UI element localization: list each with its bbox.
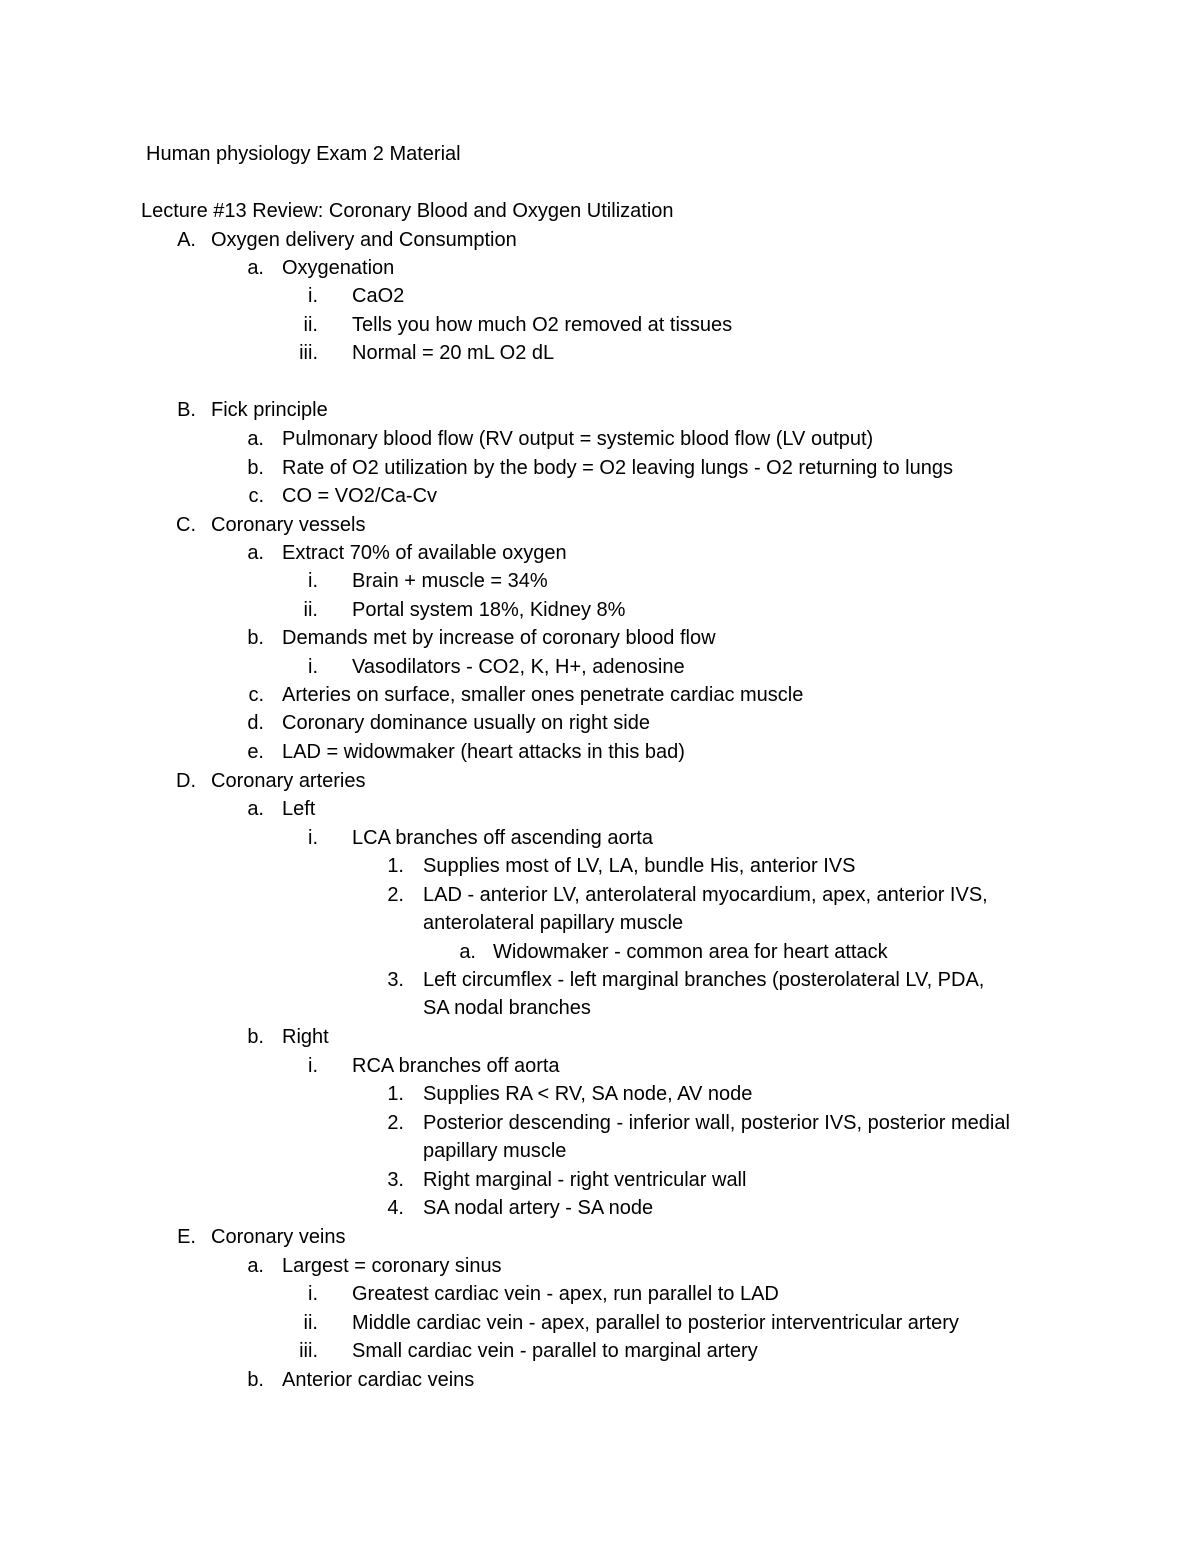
list-marker: 1.	[387, 1083, 404, 1105]
lecture-heading: Lecture #13 Review: Coronary Blood and Oxygen Utilization	[141, 200, 674, 222]
list-marker: i.	[308, 1283, 318, 1305]
outline-item-text: Extract 70% of available oxygen	[282, 542, 567, 564]
outline-item-text: Right marginal - right ventricular wall	[423, 1169, 747, 1191]
list-marker: 2.	[387, 1112, 404, 1134]
outline-item-text: Normal = 20 mL O2 dL	[352, 342, 555, 364]
list-marker: E.	[177, 1226, 196, 1248]
list-marker: i.	[308, 285, 318, 307]
list-marker: i.	[308, 570, 318, 592]
list-marker: a.	[247, 542, 264, 564]
list-marker: ii.	[303, 1312, 318, 1334]
list-marker: a.	[247, 428, 264, 450]
list-marker: a.	[459, 941, 476, 963]
outline-item-text: Middle cardiac vein - apex, parallel to posterior interventricular artery	[352, 1312, 959, 1334]
outline-item-text: RCA branches off aorta	[352, 1055, 560, 1077]
outline-item-text: Fick principle	[211, 399, 328, 421]
outline-item-text: Demands met by increase of coronary blood flow	[282, 627, 716, 649]
outline-item-text: Largest = coronary sinus	[282, 1255, 502, 1277]
outline-item-text: CaO2	[352, 285, 405, 307]
list-marker: 1.	[387, 855, 404, 877]
outline-item-text: Right	[282, 1026, 329, 1048]
outline-item-text: SA nodal branches	[423, 997, 591, 1019]
list-marker: a.	[247, 257, 264, 279]
list-marker: d.	[247, 712, 264, 734]
list-marker: C.	[176, 514, 196, 536]
list-marker: ii.	[303, 314, 318, 336]
list-marker: b.	[247, 1026, 264, 1048]
list-marker: i.	[308, 656, 318, 678]
outline-item-text: Oxygen delivery and Consumption	[211, 229, 517, 251]
outline-item-text: Portal system 18%, Kidney 8%	[352, 599, 626, 621]
outline-item-text: Anterior cardiac veins	[282, 1369, 475, 1391]
outline-item-text: Left circumflex - left marginal branches (posterolateral LV, PDA,	[423, 969, 985, 991]
outline-item-text: Vasodilators - CO2, K, H+, adenosine	[352, 656, 685, 678]
list-marker: c.	[248, 485, 264, 507]
list-marker: e.	[247, 741, 264, 763]
outline-item-text: Oxygenation	[282, 257, 395, 279]
outline-item-text: LAD = widowmaker (heart attacks in this bad)	[282, 741, 685, 763]
list-marker: 2.	[387, 884, 404, 906]
outline-item-text: Rate of O2 utilization by the body = O2 leaving lungs - O2 returning to lungs	[282, 457, 953, 479]
list-marker: iii.	[299, 1340, 318, 1362]
outline-item-text: SA nodal artery - SA node	[423, 1197, 654, 1219]
outline-item-text: Coronary dominance usually on right side	[282, 712, 650, 734]
outline-item-text: Widowmaker - common area for heart attack	[493, 941, 888, 963]
list-marker: c.	[248, 684, 264, 706]
outline-item-text: Arteries on surface, smaller ones penetrate cardiac muscle	[282, 684, 804, 706]
outline-item-text: Greatest cardiac vein - apex, run parallel to LAD	[352, 1283, 779, 1305]
list-marker: ii.	[303, 599, 318, 621]
list-marker: i.	[308, 827, 318, 849]
list-marker: 3.	[387, 969, 404, 991]
list-marker: a.	[247, 798, 264, 820]
outline-item-text: Coronary veins	[211, 1226, 346, 1248]
outline-item-text: Posterior descending - inferior wall, posterior IVS, posterior medial	[423, 1112, 1010, 1134]
outline-item-text: Coronary vessels	[211, 514, 366, 536]
outline-item-text: LCA branches off ascending aorta	[352, 827, 653, 849]
outline-item-text: Coronary arteries	[211, 770, 366, 792]
list-marker: b.	[247, 627, 264, 649]
list-marker: iii.	[299, 342, 318, 364]
outline-item-text: Brain + muscle = 34%	[352, 570, 548, 592]
outline-item-text: LAD - anterior LV, anterolateral myocardium, apex, anterior IVS,	[423, 884, 988, 906]
list-marker: 4.	[387, 1197, 404, 1219]
list-marker: D.	[176, 770, 196, 792]
outline-item-text: anterolateral papillary muscle	[423, 912, 684, 934]
outline-item-text: Supplies RA < RV, SA node, AV node	[423, 1083, 753, 1105]
list-marker: i.	[308, 1055, 318, 1077]
outline-item-text: Left	[282, 798, 316, 820]
document-title: Human physiology Exam 2 Material	[146, 143, 461, 165]
list-marker: b.	[247, 1369, 264, 1391]
outline-item-text: papillary muscle	[423, 1140, 567, 1162]
list-marker: A.	[177, 229, 196, 251]
outline-item-text: Pulmonary blood flow (RV output = systemic blood flow (LV output)	[282, 428, 874, 450]
outline-item-text: CO = VO2/Ca-Cv	[282, 485, 438, 507]
list-marker: B.	[177, 399, 196, 421]
list-marker: a.	[247, 1255, 264, 1277]
list-marker: 3.	[387, 1169, 404, 1191]
outline-item-text: Tells you how much O2 removed at tissues	[352, 314, 733, 336]
outline-item-text: Small cardiac vein - parallel to marginal artery	[352, 1340, 758, 1362]
outline-item-text: Supplies most of LV, LA, bundle His, anterior IVS	[423, 855, 856, 877]
list-marker: b.	[247, 457, 264, 479]
